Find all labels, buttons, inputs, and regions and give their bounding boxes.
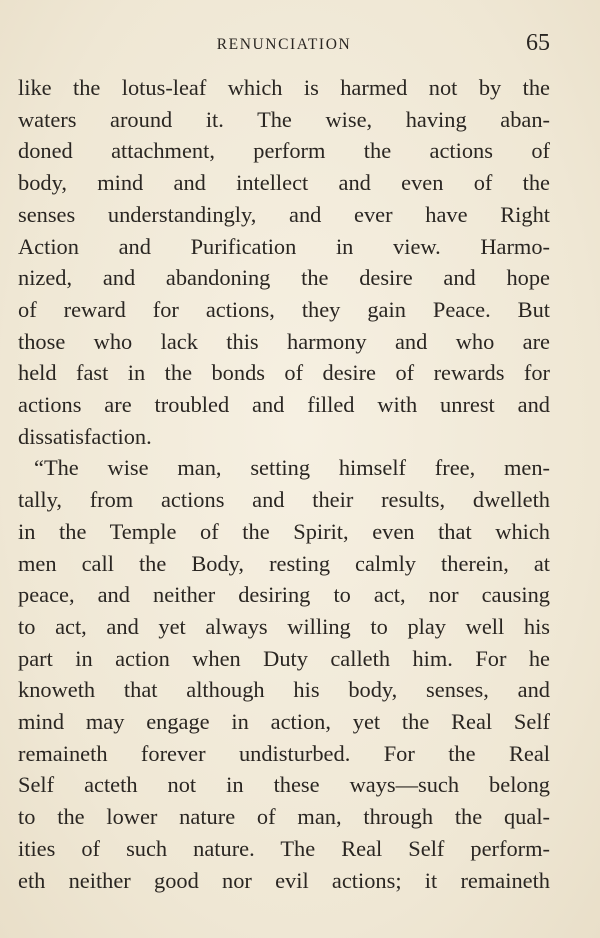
text-line: remaineth forever undisturbed. For the Real (18, 740, 550, 766)
text-line: to act, and yet always willing to play well his (18, 613, 550, 639)
text-line: of reward for actions, they gain Peace. But (18, 296, 550, 322)
text-line: to the lower nature of man, through the qual- (18, 804, 550, 830)
paragraph-start-line: “The wise man, setting himself free, men- (34, 455, 550, 481)
text-line: part in action when Duty calleth him. For he (18, 645, 550, 671)
text-line: those who lack this harmony and who are (18, 328, 550, 354)
text-line: ities of such nature. The Real Self perform- (18, 835, 550, 861)
text-line: doned attachment, perform the actions of (18, 138, 550, 164)
page-header (18, 30, 550, 60)
running-head: RENUNCIATION (216, 36, 352, 53)
text-line: tally, from actions and their results, dwelleth (18, 487, 550, 513)
text-line: peace, and neither desiring to act, nor causing (18, 582, 550, 608)
text-line: actions are troubled and filled with unrest and (18, 392, 550, 418)
page-number: 65 (526, 30, 550, 56)
text-line: men call the Body, resting calmly therein, at (18, 550, 550, 576)
text-line: senses understandingly, and ever have Right (18, 201, 550, 227)
text-line: knoweth that although his body, senses, and (18, 677, 550, 703)
text-line: nized, and abandoning the desire and hope (18, 265, 550, 291)
body-text (18, 72, 550, 896)
text-line: waters around it. The wise, having aban- (18, 106, 550, 132)
text-line: eth neither good nor evil actions; it remaineth (18, 867, 550, 893)
text-line: held fast in the bonds of desire of rewards for (18, 360, 550, 386)
paragraph-end-line: dissatisfaction. (18, 423, 152, 449)
text-line: Self acteth not in these ways—such belong (18, 772, 550, 798)
text-line: body, mind and intellect and even of the (18, 170, 550, 196)
text-line: like the lotus-leaf which is harmed not by the (18, 75, 550, 100)
text-line: Action and Purification in view. Harmo- (18, 233, 550, 259)
text-line: in the Temple of the Spirit, even that which (18, 518, 550, 544)
text-line: mind may engage in action, yet the Real Self (18, 709, 550, 735)
